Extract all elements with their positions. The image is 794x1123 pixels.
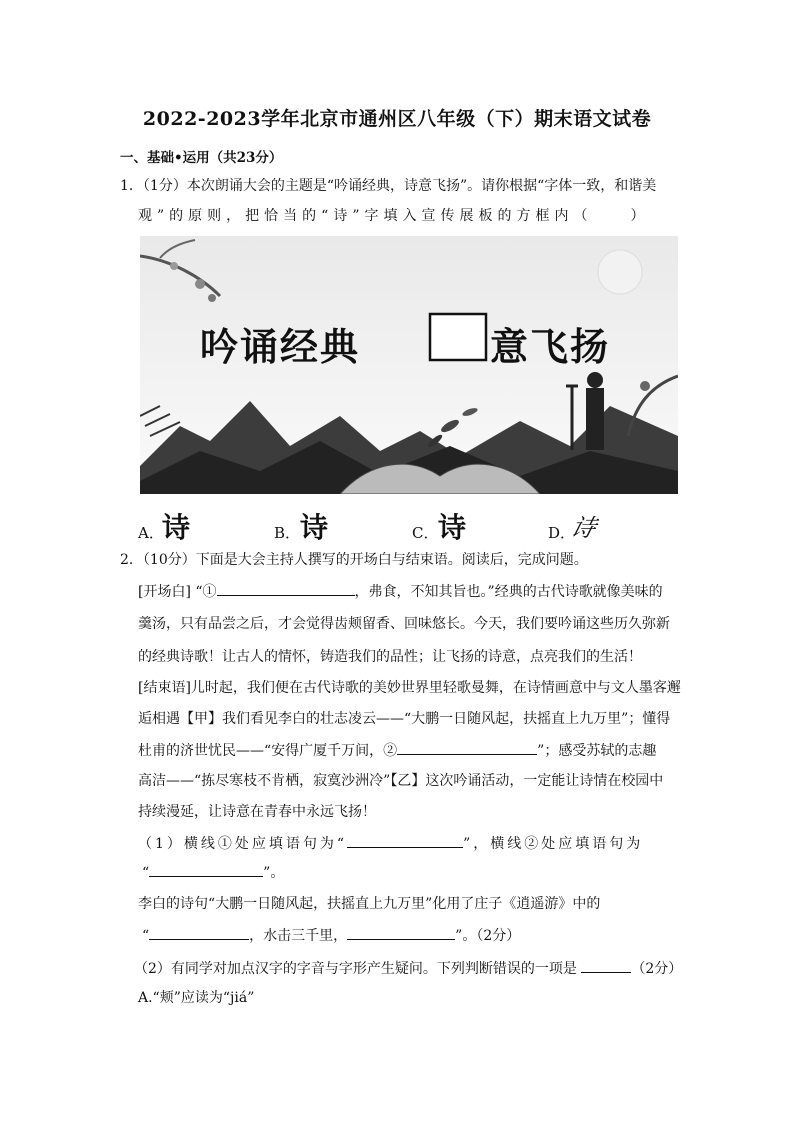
question-1-line-2: 观”的原则，把恰当的“诗”字填入宣传展板的方框内（ ） [138, 208, 650, 224]
option-c-label: C． [412, 524, 439, 542]
question-2-para-7: 高洁——“拣尽寒枝不肯栖，寂寞沙洲冷”【乙】这次吟诵活动，一定能让诗情在校园中 [138, 773, 664, 789]
option-a-glyph: 诗 [162, 511, 191, 544]
sub-question-1-line-2: “ ”。 [142, 862, 284, 883]
blank-7[interactable] [581, 958, 631, 973]
option-a-label: A． [138, 524, 164, 542]
option-d-glyph: 诗 [567, 514, 599, 542]
sub-question-1-line-1: （1）横线①处应填语句为“ ”，横线②处应填语句为 [138, 833, 643, 854]
question-2-para-6: 杜甫的济世忧民——“安得广厦千万间，② ”；感受苏轼的志趣 [138, 740, 656, 761]
blank-2[interactable] [397, 740, 537, 755]
option-c-glyph: 诗 [438, 512, 467, 543]
question-2-intro: 2．（10分）下面是大会主持人撰写的开场白与结束语。阅读后，完成问题。 [120, 552, 588, 568]
question-1-line-1: 1．（1分）本次朗诵大会的主题是“吟诵经典，诗意飞扬”。请你根据“字体一致，和谐美 [120, 178, 657, 194]
question-2-para-8: 持续漫延，让诗意在青春中永远飞扬！ [138, 804, 376, 820]
question-2-para-4: [结束语]儿时起，我们便在古代诗歌的美妙世界里轻歌曼舞，在诗情画意中与文人墨客邂 [138, 680, 681, 696]
poster-banner-image [140, 236, 678, 494]
option-a-text: A.“颊”应读为“jiá” [138, 990, 255, 1006]
blank-3[interactable] [347, 833, 463, 848]
blank-4[interactable] [149, 862, 263, 877]
page-title: 2022-2023学年北京市通州区八年级（下）期末语文试卷 [142, 108, 652, 130]
banner-text-left: 吟诵经典 [200, 325, 361, 369]
sub-question-1-line-3: 李白的诗句“大鹏一日随风起，扶摇直上九万里”化用了庄子《逍遥游》中的 [138, 896, 601, 912]
blank-5[interactable] [149, 925, 249, 940]
question-2-para-1: [开场白] “① ，弗食，不知其旨也。”经典的古代诗歌就像美味的 [138, 581, 663, 602]
sub-question-2-line: （2）有同学对加点汉字的字音与字形产生疑问。下列判断错误的一项是 （2分） [134, 958, 682, 979]
blank-6[interactable] [347, 925, 455, 940]
question-2-para-5: 逅相遇【甲】我们看见李白的壮志凌云——“大鹏一日随风起，扶摇直上九万里”；懂得 [138, 711, 671, 727]
section-heading: 一、基础•运用（共23分） [120, 150, 283, 166]
sub-question-1-line-4: “ ，水击三千里， ”。（2分） [142, 925, 520, 946]
option-d-label: D． [548, 524, 576, 542]
option-b-label: B． [274, 524, 301, 542]
question-2-para-3: 的经典诗歌！让古人的情怀，铸造我们的品性；让飞扬的诗意，点亮我们的生活！ [138, 649, 642, 665]
banner-text-right: 意飞扬 [490, 325, 611, 369]
option-b-glyph: 诗 [300, 511, 329, 544]
blank-1[interactable] [217, 581, 355, 596]
question-2-para-2: 羹汤，只有品尝之后，才会觉得齿颊留香、回味悠长。今天，我们要吟诵这些历久弥新 [138, 616, 670, 632]
